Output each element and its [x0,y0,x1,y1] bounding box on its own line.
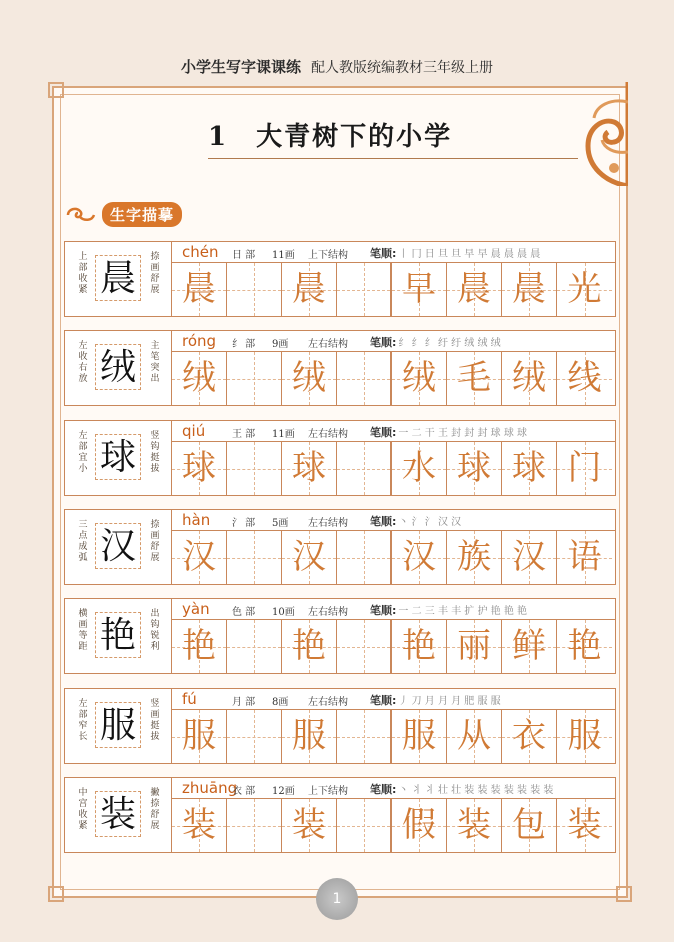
stroke-order-label: 笔顺: [370,604,397,617]
model-char-box [64,777,172,853]
structure: 上下结构 [308,250,348,261]
writing-cell[interactable] [557,442,612,495]
stroke-count: 5画 [272,518,289,529]
model-char: 绒 [95,344,141,390]
writing-cell[interactable] [557,352,612,405]
trace-char: 假 [402,805,436,845]
writing-tip-right: 竖画挺拔 [150,699,160,742]
trace-char: 绒 [292,358,326,398]
structure: 左右结构 [308,518,348,529]
trace-char: 球 [292,448,326,488]
writing-tip-left: 左部宜小 [78,431,88,474]
writing-tip-right: 捺画舒展 [150,520,160,563]
stroke-order-label: 笔顺: [370,515,397,528]
writing-cell[interactable] [282,531,337,584]
trace-char [337,799,390,852]
model-char: 艳 [95,612,141,658]
trace-char [337,531,390,584]
writing-cell[interactable] [227,531,282,584]
book-subtitle: 配人教版统编教材三年级上册 [311,60,493,76]
writing-cell[interactable] [227,263,282,316]
stroke-order [370,245,540,261]
radical: 月 部 [232,697,256,708]
writing-cell[interactable] [447,799,502,852]
stroke-order-label: 笔顺: [370,426,397,439]
stroke-sequence: 丨 冂 日 旦 旦 早 早 晨 晨 晨 晨 [398,249,541,260]
writing-cell[interactable] [447,620,502,673]
trace-char: 球 [182,448,216,488]
writing-cell[interactable] [447,531,502,584]
writing-cell[interactable] [337,352,392,405]
writing-cell[interactable] [227,352,282,405]
trace-char [227,620,281,673]
cloud-swirl-icon [66,205,96,223]
trace-char [227,799,281,852]
trace-char: 汉 [402,537,436,577]
writing-cell[interactable] [337,710,392,763]
writing-cell[interactable] [392,442,447,495]
title-underline [208,158,578,159]
stroke-sequence: 纟 纟 纟 纡 纡 绒 绒 绒 [398,338,501,349]
char-info-bar [172,420,616,442]
corner-ornament-tl [48,82,64,98]
writing-grid [172,620,616,674]
trace-char: 汉 [512,537,546,577]
stroke-order-label: 笔顺: [370,783,397,796]
writing-cell[interactable] [172,710,227,763]
trace-char: 晨 [292,269,326,309]
trace-char: 服 [567,716,602,756]
trace-char: 绒 [182,358,216,398]
trace-char: 包 [512,805,546,845]
writing-tip-left: 左部窄长 [78,699,88,742]
writing-grid [172,710,616,764]
structure: 左右结构 [308,339,348,350]
trace-char: 汉 [292,537,326,577]
model-char-box [64,688,172,764]
writing-cell[interactable] [502,352,557,405]
cloud-swirl-ornament-icon [544,82,628,186]
trace-char [337,442,390,495]
book-title: 小学生写字课课练 [180,58,301,76]
practice-row [64,509,616,585]
model-char: 球 [95,434,141,480]
writing-cell[interactable] [282,352,337,405]
pinyin: róng [182,332,217,350]
stroke-count: 8画 [272,697,289,708]
writing-tip-right: 出钩锐利 [150,609,160,652]
practice-row [64,598,616,674]
writing-cell[interactable] [227,710,282,763]
practice-row [64,330,616,406]
writing-tip-left: 中宫收紧 [78,788,88,831]
stroke-sequence: 一 二 三 丰 丰 扩 护 艳 艳 艳 [398,606,528,617]
writing-cell[interactable] [557,263,612,316]
char-info-bar [172,509,616,531]
writing-tip-right: 撇捺舒展 [150,788,160,831]
trace-char: 水 [402,448,436,488]
trace-char: 丽 [457,626,491,666]
writing-cell[interactable] [392,352,447,405]
writing-cell[interactable] [392,620,447,673]
writing-cell[interactable] [502,799,557,852]
model-char: 晨 [95,255,141,301]
writing-cell[interactable] [502,620,557,673]
trace-char: 艳 [567,626,602,666]
radical: 日 部 [232,250,256,261]
trace-char: 装 [182,805,216,845]
radical: 王 部 [232,429,256,440]
writing-cell[interactable] [447,352,502,405]
stroke-order-label: 笔顺: [370,694,397,707]
stroke-sequence: 一 二 干 王 封 封 封 球 球 球 [398,428,528,439]
trace-char: 装 [292,805,326,845]
lesson-title: 1 大青树下的小学 [208,122,453,152]
pinyin: chén [182,243,219,261]
writing-cell[interactable] [227,799,282,852]
writing-cell[interactable] [557,710,612,763]
trace-char: 从 [457,716,491,756]
radical: 纟 部 [232,339,256,350]
trace-char: 光 [567,269,602,309]
writing-cell[interactable] [557,620,612,673]
writing-cell[interactable] [337,531,392,584]
trace-char [227,531,281,584]
writing-cell[interactable] [447,710,502,763]
trace-char: 服 [402,716,436,756]
stroke-sequence: 丶 氵 氵 汉 汉 [398,517,462,528]
writing-cell[interactable] [337,620,392,673]
trace-char: 语 [567,537,602,577]
writing-cell[interactable] [502,442,557,495]
stroke-order [370,781,553,797]
writing-grid [172,799,616,853]
writing-cell[interactable] [282,799,337,852]
pinyin: qiú [182,422,206,440]
stroke-order [370,513,461,529]
model-char-box [64,420,172,496]
char-info-bar [172,777,616,799]
writing-cell[interactable] [227,442,282,495]
trace-char: 族 [457,537,491,577]
writing-grid [172,263,616,317]
writing-cell[interactable] [172,352,227,405]
trace-char [337,710,390,763]
stroke-count: 10画 [272,607,295,618]
writing-tip-right: 捺画舒展 [150,252,160,295]
writing-cell[interactable] [227,620,282,673]
writing-cell[interactable] [392,799,447,852]
stroke-order-label: 笔顺: [370,336,397,349]
writing-cell[interactable] [502,531,557,584]
pinyin: hàn [182,511,211,529]
radical: 氵 部 [232,518,256,529]
stroke-count: 12画 [272,786,295,797]
radical: 衣 部 [232,786,256,797]
pinyin: fú [182,690,197,708]
writing-cell[interactable] [337,799,392,852]
stroke-order [370,692,501,708]
trace-char: 汉 [182,537,216,577]
stroke-order [370,334,501,350]
writing-cell[interactable] [502,263,557,316]
writing-cell[interactable] [337,442,392,495]
char-info-bar [172,688,616,710]
model-char-box [64,598,172,674]
writing-cell[interactable] [447,263,502,316]
pinyin: yàn [182,600,210,618]
structure: 左右结构 [308,607,348,618]
practice-row [64,420,616,496]
trace-char [337,620,390,673]
trace-char: 晨 [512,269,546,309]
trace-char [337,263,390,316]
trace-char: 鲜 [512,626,546,666]
structure: 左右结构 [308,697,348,708]
writing-grid [172,352,616,406]
writing-cell[interactable] [557,531,612,584]
trace-char: 装 [567,805,602,845]
trace-char: 晨 [182,269,216,309]
stroke-order [370,602,527,618]
corner-ornament-br [616,886,632,902]
stroke-sequence: 丶 丬 丬 壮 壮 装 装 装 装 装 装 装 [398,785,554,796]
radical: 色 部 [232,607,256,618]
trace-char: 门 [567,448,602,488]
trace-char: 球 [457,448,491,488]
writing-cell[interactable] [282,620,337,673]
stroke-order [370,424,527,440]
trace-char [227,442,281,495]
trace-char: 服 [292,716,326,756]
trace-char: 绒 [512,358,546,398]
writing-tip-left: 上部收紧 [78,252,88,295]
trace-char: 艳 [402,626,436,666]
stroke-count: 9画 [272,339,289,350]
page-header [0,56,674,77]
writing-cell[interactable] [447,442,502,495]
writing-tip-right: 主笔突出 [150,341,160,384]
writing-cell[interactable] [172,620,227,673]
writing-cell[interactable] [282,710,337,763]
practice-row [64,688,616,764]
model-char-box [64,330,172,406]
char-info-bar [172,330,616,352]
trace-char [227,710,281,763]
pinyin: zhuāng [182,779,238,797]
writing-cell[interactable] [337,263,392,316]
section-label: 生字描摹 [102,202,182,227]
stroke-count: 11画 [272,429,295,440]
trace-char [337,352,390,405]
trace-char: 衣 [512,716,546,756]
trace-char: 绒 [402,358,436,398]
writing-cell[interactable] [392,263,447,316]
char-info-bar [172,598,616,620]
practice-row [64,777,616,853]
writing-tip-left: 三点成弧 [78,520,88,563]
trace-char: 线 [567,358,602,398]
trace-char: 艳 [292,626,326,666]
writing-cell[interactable] [502,710,557,763]
page-number: 1 [316,878,358,920]
writing-cell[interactable] [392,531,447,584]
structure: 上下结构 [308,786,348,797]
writing-grid [172,442,616,496]
writing-cell[interactable] [282,442,337,495]
model-char-box [64,509,172,585]
section-header [66,202,182,226]
model-char-box [64,241,172,317]
writing-cell[interactable] [172,263,227,316]
trace-char: 早 [402,269,436,309]
trace-char: 毛 [457,358,491,398]
model-char: 服 [95,702,141,748]
writing-cell[interactable] [392,710,447,763]
trace-char: 装 [457,805,491,845]
trace-char: 服 [182,716,216,756]
model-char: 装 [95,791,141,837]
writing-cell[interactable] [172,531,227,584]
writing-tip-left: 左收右放 [78,341,88,384]
writing-cell[interactable] [282,263,337,316]
writing-grid [172,531,616,585]
practice-row [64,241,616,317]
writing-cell[interactable] [172,442,227,495]
trace-char: 艳 [182,626,216,666]
writing-tip-right: 竖钩挺拔 [150,431,160,474]
stroke-order-label: 笔顺: [370,247,397,260]
trace-char [227,263,281,316]
trace-char: 晨 [457,269,491,309]
trace-char [227,352,281,405]
writing-cell[interactable] [172,799,227,852]
char-info-bar [172,241,616,263]
stroke-count: 11画 [272,250,295,261]
model-char: 汉 [95,523,141,569]
corner-ornament-bl [48,886,64,902]
trace-char: 球 [512,448,546,488]
writing-cell[interactable] [557,799,612,852]
stroke-sequence: 丿 刀 月 月 月 肥 服 服 [398,696,501,707]
structure: 左右结构 [308,429,348,440]
writing-tip-left: 横画等距 [78,609,88,652]
